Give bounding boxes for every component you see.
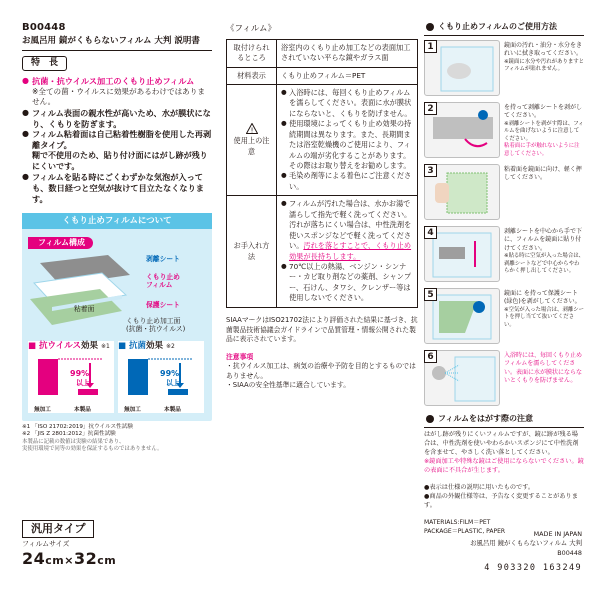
feature-item: ● 抗菌・抗ウイルス加工のくもり止めフィルム	[22, 76, 212, 87]
bottom-code: B00448	[557, 548, 582, 557]
step-number: 5	[424, 288, 437, 301]
antivirus-icon: ■	[28, 340, 37, 351]
bottom-info	[470, 530, 582, 574]
footnote-2: ※2 「JIS Z 2801:2012」抗菌性試験	[22, 431, 116, 438]
note-line-2: ●商品の外観仕様等は、予告なく変更することがあります。	[424, 492, 578, 509]
step-note: ※貼る時に空気が入った場合は、剥離シートなどで中心からやわらかく押し出してください。	[504, 253, 584, 275]
caution-item: ● 毛染め剤等による着色にご注意ください。	[281, 171, 413, 192]
svg-text:!: !	[250, 126, 253, 135]
step-warning: 粘着面に手が触れないように注意してください。	[504, 143, 580, 158]
caution-item: ● 入浴時には、毎回くもり止めフィルムを濡らしてください。表面に水が膜状にならないと、くもりを防げません。	[281, 88, 413, 119]
table-row	[227, 67, 418, 84]
antivirus-left-cap: 無加工	[34, 406, 51, 413]
feature-item: ● フィルム粘着面は自己粘着性樹脂を使用した再剥離タイプ。	[22, 129, 212, 151]
middle-column	[226, 24, 418, 391]
header-rule	[22, 50, 212, 51]
product-code: B00448	[22, 22, 66, 33]
step-4	[424, 226, 584, 284]
antivirus-effect: ■ 抗ウイルス効果 ※1 99% 以上 無加工 本製品	[28, 341, 114, 413]
antivirus-pct-sub: 以上	[76, 378, 90, 387]
footnote-1: ※1 「ISO 21702:2019」抗ウイルス性試験	[22, 423, 133, 430]
row-value	[277, 84, 418, 195]
footnote-4: 実使用環境で同等の効果を保証するものではありません。	[22, 445, 163, 452]
footnotes	[22, 424, 212, 454]
barcode-number: 4 903320 163249	[484, 562, 582, 573]
care-item: ● 70℃以上の熱湯、ベンジン・シンナー・カビ取り剤などの薬剤、シャンプー、石けん、タワシ、クレンザー等は使用しないでください。	[281, 262, 413, 304]
feature-item: ● フィルムを貼る時にごくわずかな気泡が入っても、数日経つと空気が抜けて目立たなくなります。	[22, 172, 212, 204]
warning-icon	[246, 123, 258, 134]
step-number: 6	[424, 350, 437, 363]
type-box	[22, 520, 116, 569]
step-text: 鏡面に を持って保護シート(緑色)を剥がしてください。	[504, 290, 581, 306]
note-line-1: ●表示は仕様の説明に用いたものです。	[424, 483, 535, 491]
feature-note: ※全ての菌・ウイルスに効果があるわけではありません。	[32, 87, 205, 107]
step-warning: 入浴時には、毎回くもり止めフィルムを濡らしてください。表面に水が膜状にならないとくもりを防げません。	[504, 352, 583, 385]
label-adhesive: 粘着面	[74, 304, 95, 313]
panel-header: くもり止めフィルムについて	[22, 213, 212, 230]
feature-item: ● フィルム表面の親水性が高いため、水が膜状になり、くもりを防ぎます。	[22, 108, 212, 130]
step-note: ※空気が入った場合は、剥離シートを押し当てて抜いてください。	[504, 306, 584, 328]
step-text: 剥離シートを中心から手で下に、フィルムを鏡面に貼り付けてください。	[504, 228, 583, 252]
features-badge: 特 長	[22, 56, 67, 71]
film-spec-table	[226, 39, 418, 308]
step-number: 1	[424, 40, 437, 53]
row-label: 取付けられるところ	[227, 39, 277, 67]
antibac-icon: ■	[118, 340, 127, 351]
film-info-panel	[22, 213, 212, 421]
table-row	[227, 84, 418, 195]
step-2	[424, 102, 584, 160]
step-6	[424, 350, 584, 408]
features-list	[22, 76, 212, 204]
table-row	[227, 39, 418, 67]
bullet-icon	[426, 23, 434, 31]
care-highlight: 汚れを落とすことで、くもり止め効果が長持ちします。	[289, 241, 412, 261]
row-value	[277, 196, 418, 307]
structure-tag: フィルム構成	[28, 237, 93, 249]
step-text: 鏡面の汚れ・油分・水分をきれいに拭き取ってください。	[504, 42, 583, 58]
step-1	[424, 40, 584, 98]
antibac-left-cap: 無加工	[124, 406, 141, 413]
right-column	[424, 22, 584, 536]
antibac-right-cap: 本製品	[164, 406, 181, 413]
row-value: くもり止めフィルム＝PET	[277, 67, 418, 84]
step-note: ※剥離シートを剥がす際は、フィルムを曲げないように注意してください。	[504, 120, 584, 142]
step-note: ※鏡面に水分や汚れがありますとフィルムが貼れません。	[504, 58, 584, 73]
row-label: お手入れ方法	[227, 196, 277, 307]
remove-title: フィルムをはがす際の注意	[424, 414, 584, 428]
step-3	[424, 164, 584, 222]
film-layers-illustration	[30, 255, 138, 331]
label-release-sheet: 剥離シート	[146, 254, 180, 263]
label-coat-face: くもり止め加工面 (抗菌・抗ウイルス)	[126, 316, 186, 333]
step-number: 4	[424, 226, 437, 239]
step-text: 粘着面を鏡面に向け、軽く押してください。	[504, 166, 582, 182]
label-protect-sheet: 保護シート	[146, 300, 180, 309]
siaa-text: SIAAマークはISO21702法により評価された結果に基づき、抗菌製品技術協議会ガイドラインで品質管理・情報公開された製品に表示されています。	[226, 315, 418, 344]
caution-item: ● 使用環境によってくもり止め効果の持続期間は異なります。また、長期間または浴室乾燥機のご使用により、フィルムの端が劣化することがあります。その際はお取り替えをお勧めします。	[281, 119, 413, 171]
howto-title: くもり止めフィルムのご使用方法	[424, 22, 584, 36]
step-text: を持って剥離シートを剥がしてください。	[504, 104, 583, 120]
type-tag: 汎用タイプ	[22, 520, 94, 538]
antibac-effect: ■ 抗菌効果 ※2 99% 以上 無加工 本製品	[118, 341, 204, 413]
effects-row	[28, 341, 206, 413]
antibac-pct: 99%	[160, 368, 180, 378]
step-5	[424, 288, 584, 346]
film-table-heading: 《フィルム》	[226, 24, 276, 34]
footnote-3: 本製品に記載の数値は実験の結果であり、	[22, 438, 125, 445]
materials-line-1: MATERIALS:FILM＝PET	[424, 518, 491, 526]
antibac-pct-sub: 以上	[166, 378, 180, 387]
feature-sub: 糊で不使用のため、貼り付け面にはがし跡が残りにくいです。	[32, 151, 208, 171]
made-in: MADE IN JAPAN	[533, 530, 582, 538]
caution-line-1: ・抗ウイルス加工は、病気の治療や予防を目的とするものではありません。	[226, 361, 416, 380]
row-label: ! 使用上の注意	[227, 84, 277, 195]
caution-heading: 注意事項	[226, 353, 254, 362]
bullet-icon	[426, 415, 434, 423]
remove-text: はがし跡が残りにくいフィルムですが、鏡に跡が残る場合は、中性洗剤を使いやわらかいスポンジにて中性洗剤を含ませて、やさしく洗い落としてください。	[424, 431, 579, 456]
caution-line-2: ・SIAAの安全性基準に適合しています。	[226, 381, 351, 390]
size-value: 24cm×32cm	[22, 548, 117, 568]
step-number: 2	[424, 102, 437, 115]
size-label: フィルムサイズ	[22, 539, 70, 548]
table-row	[227, 196, 418, 307]
row-value: 浴室内のくもり止め加工などの表面加工されていない平らな鏡やガラス面	[277, 39, 418, 67]
product-name: お風呂用 鏡がくもらないフィルム 大判	[470, 539, 582, 548]
remove-warning: ※鏡面加工や特殊な鏡はご使用にならないでください。鏡の表面に不具合が生じます。	[424, 457, 584, 474]
label-antifog-film: くもり止め フィルム	[146, 272, 180, 289]
left-column	[22, 22, 212, 453]
care-item: ● フィルムが汚れた場合は、水かお湯で濡らして指先で軽く洗ってください。汚れが落ちにくい場合は、中性洗剤を使いスポンジなどで軽く洗ってください。汚れを落とすことで、くもり止め効果が長持ちします。	[281, 199, 413, 262]
step-number: 3	[424, 164, 437, 177]
document-title: お風呂用 鏡がくもらないフィルム 大判 説明書	[22, 35, 200, 46]
antivirus-pct: 99%	[70, 368, 90, 378]
antivirus-right-cap: 本製品	[74, 406, 91, 413]
materials-line-2: PACKAGE＝PLASTIC, PAPER	[424, 527, 506, 535]
row-label: 材料表示	[227, 67, 277, 84]
